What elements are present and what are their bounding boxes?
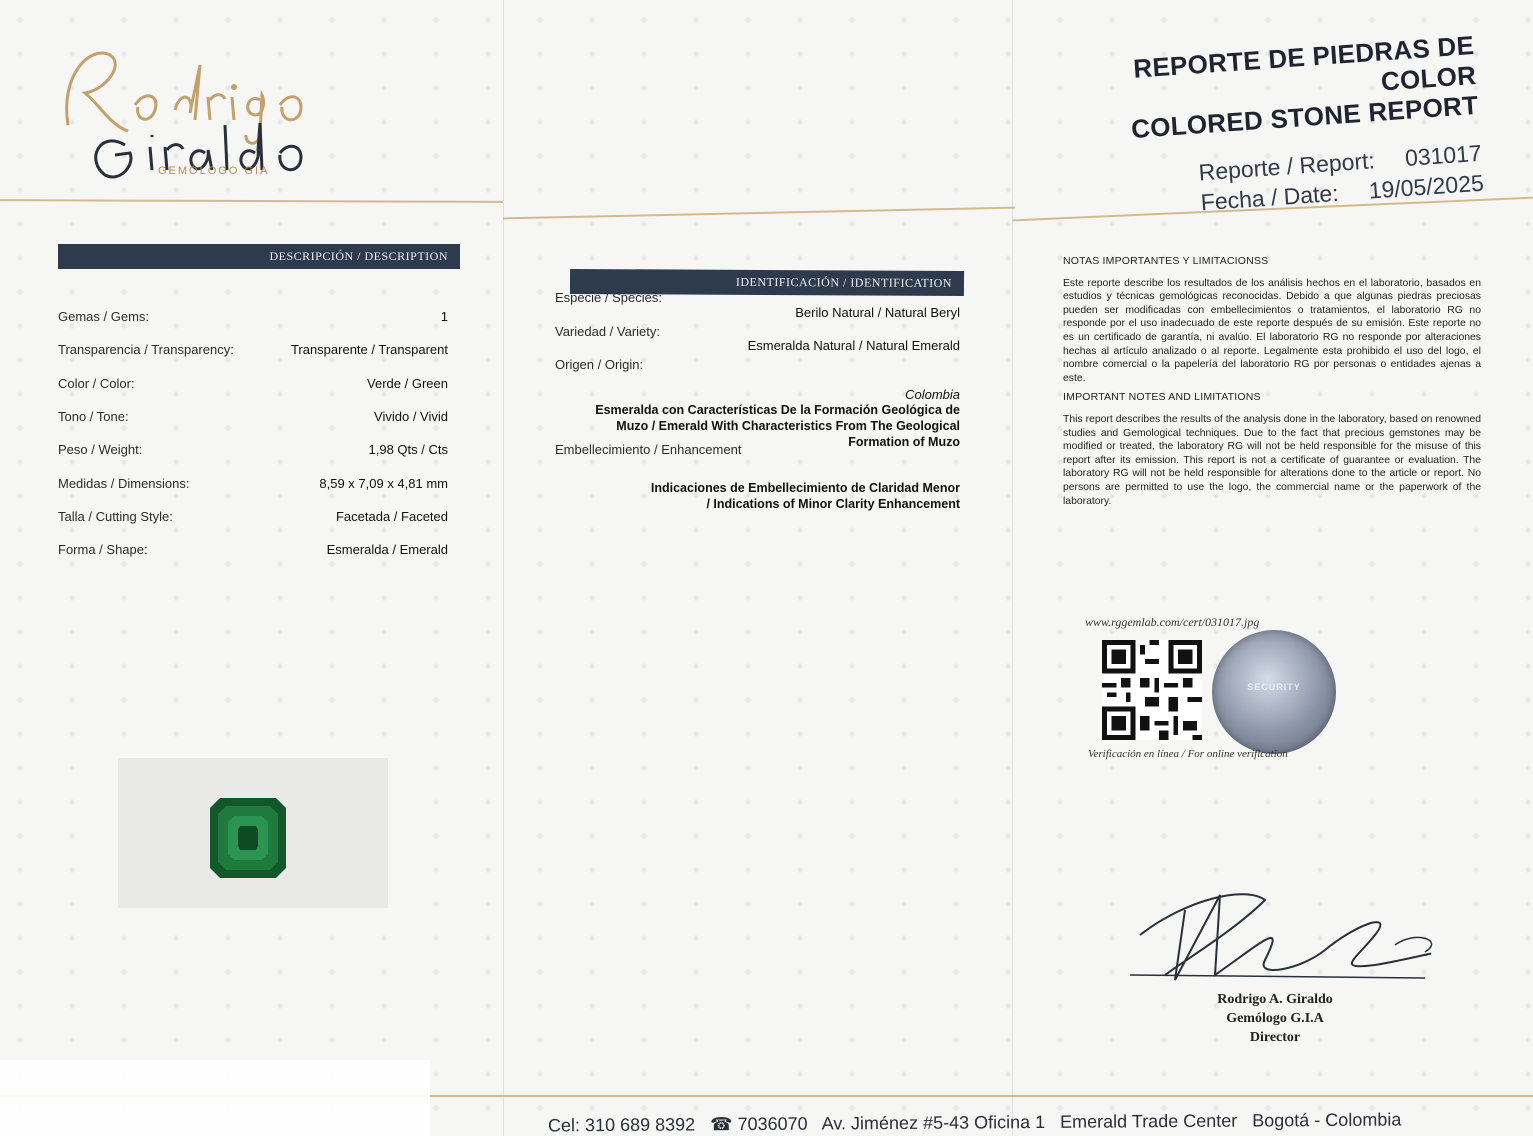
description-header: DESCRIPCIÓN / DESCRIPTION [58,244,460,269]
desc-label: Color / Color: [58,375,135,391]
desc-label: Peso / Weight: [58,442,143,458]
footer-address: Av. Jiménez #5-43 Oficina 1 [821,1111,1046,1134]
report-date: 19/05/2025 [1367,169,1485,204]
desc-label: Forma / Shape: [58,542,148,558]
origin-value: Colombia [905,387,960,402]
notes-es-text: Este reporte describe los resultados de los análisis hechos en el laboratorio, basados en estudios y técnicas gemológicas reconocidas. Debido a que algunas piedras preciosas pueden ser modificadas con embellecimientos o tratamientos, el laboratorio RG no responde por el uso inadecuado de este reporte después de su emisión. Este reporte no es un certificado de garantía, ni avalúo. El laboratorio RG no responde por alteraciones hechas al artículo analizado o al reporte. Legalmente esta prohibido el uso del logo, el nombre comercial o la papelería del laboratorio RG por personas o entidades ajenas a este. [1063,277,1481,384]
report-header [1054,30,1485,227]
signer-title: Gemólogo G.I.A [1226,1011,1324,1026]
desc-value: Facetada / Faceted [335,508,448,524]
origin-note: Esmeralda con Características De la Formación Geológica de Muzo / Emerald With Characteristics From The Geological Formation of Muzo [595,403,960,449]
desc-value: Vivido / Vivid [374,409,448,425]
fold-line-left [503,0,504,1136]
desc-label: Medidas / Dimensions: [58,475,190,491]
report-number-label: Reporte / Report: [1197,147,1376,186]
report-date-label: Fecha / Date: [1199,179,1340,216]
qr-code[interactable] [1100,640,1204,740]
footer-phone: Cel: 310 689 8392 [547,1114,696,1136]
desc-value: Transparente / Transparent [290,342,448,358]
desc-value: 1,98 Qts / Cts [368,442,448,458]
origin-label: Origen / Origin: [555,357,644,372]
seal-text: SECURITY [1247,682,1301,692]
brand-subtitle: GEMÓLOGO GIA [158,165,270,177]
table-row [58,400,448,433]
verification-url[interactable]: www.rggemlab.com/cert/031017.jpg [1085,615,1260,629]
emerald-gem-image [210,798,290,878]
notes-es-title: NOTAS IMPORTANTES Y LIMITACIONSS [1063,255,1269,267]
signature [1125,880,1460,1000]
desc-label: Tono / Tone: [58,409,129,425]
redaction-box [0,1060,430,1136]
table-row [58,500,448,533]
desc-label: Transparencia / Transparency: [58,342,234,358]
desc-label: Gemas / Gems: [58,309,150,325]
gold-divider [503,207,1015,220]
desc-value: Verde / Green [367,375,448,391]
variety-label: Variedad / Variety: [555,324,661,339]
table-row [58,466,448,499]
report-number: 031017 [1404,139,1483,172]
verification-caption: Verificación en línea / For online verification [1088,748,1288,760]
table-row [58,367,448,400]
table-row [58,433,448,466]
report-title-en: COLORED STONE REPORT [1130,89,1480,145]
enhancement-value: Indicaciones de Embellecimiento de Claridad Menor / Indications of Minor Clarity Enhancement [650,481,960,511]
desc-value: 1 [440,309,448,325]
table-row [58,533,448,566]
brand-logo [50,35,340,185]
gem-photo [118,758,388,908]
desc-value: 8,59 x 7,09 x 4,81 mm [319,475,448,491]
gold-divider [0,199,503,203]
security-seal [1212,630,1336,754]
signer-role: Director [1249,1030,1301,1045]
footer-landline: ☎ 7036070 [710,1113,808,1135]
signer-name: Rodrigo A. Giraldo [1217,992,1333,1007]
report-meta [1062,138,1485,227]
species-value: Berilo Natural / Natural Beryl [795,305,960,320]
notes-en-text: This report describes the results of the analysis done in the laboratory, based on renowned studies and Gemological techniques. Due to the fact that precious gemstones may be modified or treated, the laboratory RG will not be held responsible for the misuse of this report after its emission. This report is not a certificate of guarantee or evaluation. The laboratory RG will not be held responsible for alterations done to the article or report. No persons are permitted to use the logo, the commercial name or the paperwork of the laboratory. [1063,413,1481,507]
enhancement-label: Embellecimiento / Enhancement [555,442,742,457]
report-title-es: REPORTE DE PIEDRAS DE COLOR [1132,30,1478,97]
footer-city: Bogotá - Colombia [1252,1109,1402,1131]
table-row [58,300,448,333]
table-row [58,333,448,366]
desc-label: Talla / Cutting Style: [58,508,173,524]
desc-value: Esmeralda / Emerald [326,542,448,558]
variety-value: Esmeralda Natural / Natural Emerald [747,338,960,353]
signature-block [1195,990,1355,1047]
notes-en-title: IMPORTANT NOTES AND LIMITATIONS [1063,391,1261,404]
notes-section [1063,255,1481,514]
species-label: Especie / Species: [555,290,662,305]
footer-building: Emerald Trade Center [1060,1110,1238,1132]
qr-code-icon [1100,640,1204,740]
footer-contact [548,1109,1533,1136]
fold-line-right [1012,0,1013,1136]
identification-header: IDENTIFICACIÓN / IDENTIFICATION [570,269,964,296]
description-table [58,300,448,566]
